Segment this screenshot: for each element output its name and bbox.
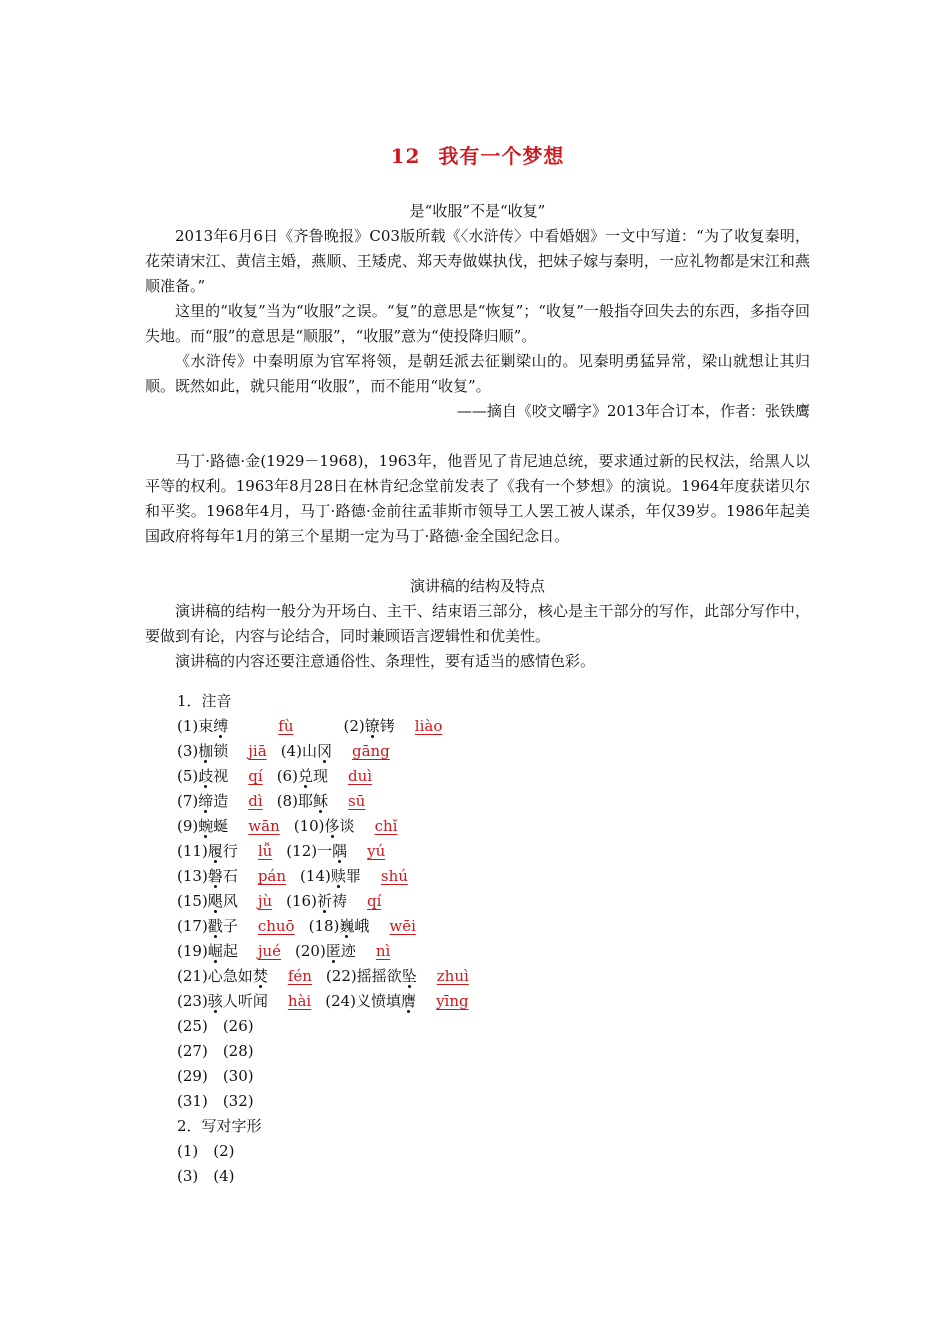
exercise-item — [177, 989, 325, 1014]
exercise-row — [177, 914, 810, 939]
item-number: (1) — [177, 717, 199, 735]
item-number: (6) — [276, 767, 298, 785]
exercise-item — [281, 739, 404, 764]
exercise-item — [325, 989, 482, 1014]
pinyin-answer: pán — [257, 867, 287, 885]
word-part: 起 — [222, 942, 238, 960]
exercise-item — [326, 964, 483, 989]
item-word — [208, 889, 238, 914]
dotted-character: 枷 — [198, 742, 214, 760]
exercise-heading: 1．注音 — [177, 692, 232, 710]
dotted-character: 缔 — [198, 792, 214, 810]
exercise-row — [177, 864, 810, 889]
word-part: 谈 — [339, 817, 355, 835]
item-number: (16) — [286, 892, 317, 910]
page-title — [145, 140, 810, 169]
dotted-character: 祈 — [316, 892, 332, 910]
pinyin-answer: shú — [380, 867, 408, 885]
exercise-item — [344, 714, 457, 739]
spacer — [145, 549, 810, 574]
word-part: 罪 — [345, 867, 361, 885]
exercise-row-blank — [177, 1089, 810, 1114]
paragraph: 演讲稿的结构一般分为开场白、主干、结束语三部分，核心是主干部分的写作，此部分写作中，要做到有论，内容与论结合，同时兼顾语言逻辑性和优美性。 — [145, 602, 810, 645]
pinyin-answer: sū — [347, 792, 366, 810]
word-part: 铐 — [379, 717, 395, 735]
dotted-character: 冈 — [316, 742, 332, 760]
exercise-row — [177, 714, 810, 739]
word-part: 现 — [312, 767, 328, 785]
exercise-item — [286, 839, 399, 864]
pinyin-answer: hài — [287, 992, 312, 1010]
item-number: (18) — [308, 917, 340, 935]
dotted-character: 隅 — [332, 842, 348, 860]
item-number: (31) — [177, 1092, 208, 1110]
paragraph: 演讲稿的内容还要注意通俗性、条理性，要有适当的感情色彩。 — [175, 652, 596, 670]
dotted-character: 崛 — [207, 942, 223, 960]
item-number: (2) — [343, 717, 365, 735]
pinyin-answer: wān — [248, 817, 280, 835]
exercise-row-blank — [177, 1014, 810, 1039]
item-number: (29) — [177, 1067, 208, 1085]
item-number: (11) — [177, 842, 208, 860]
pinyin-answer: jiā — [248, 742, 267, 760]
item-word — [198, 764, 228, 789]
paragraph: 2013年6月6日《齐鲁晚报》C03版所载《〈水浒传〉中看婚姻》一文中写道：“为了收复秦明，花荣请宋江、黄信主婚，燕顺、王矮虎、郑天寿做媒执伐，把妹子嫁与秦明，一应礼物都是宋江和燕顺准备。” — [145, 227, 810, 295]
exercise-item — [286, 889, 395, 914]
pinyin-answer: jù — [257, 892, 273, 910]
item-word — [198, 739, 228, 764]
item-number: (8) — [276, 792, 298, 810]
pinyin-answer: duì — [347, 767, 373, 785]
exercise-row — [177, 989, 810, 1014]
dotted-character: 兑 — [297, 767, 313, 785]
pinyin-answer: zhuì — [436, 967, 469, 985]
exercise-item — [309, 914, 430, 939]
word-part: 石 — [222, 867, 238, 885]
exercise-item — [177, 939, 295, 964]
item-word — [365, 714, 395, 739]
word-part: 一 — [317, 842, 333, 860]
word-part: 子 — [222, 917, 238, 935]
dotted-character: 巍 — [339, 917, 355, 935]
word-part: 义愤填 — [356, 992, 402, 1010]
pinyin-answer: gāng — [351, 742, 390, 760]
item-number: (12) — [286, 842, 318, 860]
section-heading: 演讲稿的结构及特点 — [409, 577, 545, 595]
exercise-row-blank — [177, 1139, 810, 1164]
word-part: 造 — [213, 792, 229, 810]
dotted-character: 匿 — [325, 942, 341, 960]
item-number: (3) — [177, 742, 199, 760]
item-word — [208, 964, 268, 989]
item-word — [298, 789, 328, 814]
spacer — [145, 424, 810, 449]
item-number: (15) — [177, 892, 208, 910]
pinyin-answer: lǚ — [257, 842, 273, 860]
pinyin-answer: nì — [375, 942, 391, 960]
exercise-item — [177, 889, 286, 914]
pinyin-answer: chuō — [257, 917, 295, 935]
item-number: (21) — [177, 967, 208, 985]
word-part: 心急如 — [207, 967, 253, 985]
dotted-character: 戳 — [207, 917, 223, 935]
item-word — [356, 989, 416, 1014]
item-word — [208, 839, 238, 864]
exercise-item — [177, 814, 294, 839]
pinyin-answer: qí — [248, 767, 263, 785]
dotted-character: 歧 — [198, 767, 214, 785]
item-number: (23) — [177, 992, 208, 1010]
item-number: (28) — [222, 1042, 254, 1060]
item-word — [208, 914, 238, 939]
exercise-row — [177, 964, 810, 989]
item-number: (24) — [325, 992, 357, 1010]
source-citation: ——摘自《咬文嚼字》2013年合订本，作者：张铁鹰 — [456, 402, 810, 420]
dotted-character: 膺 — [401, 992, 417, 1010]
dotted-character: 稣 — [312, 792, 328, 810]
exercise-item — [295, 939, 404, 964]
exercise-row — [177, 739, 810, 764]
pinyin-answer: liào — [414, 717, 443, 735]
dotted-character: 镣 — [364, 717, 380, 735]
word-part: 山 — [301, 742, 317, 760]
item-word — [208, 989, 268, 1014]
exercise-item — [177, 839, 286, 864]
item-word — [302, 739, 332, 764]
word-part: 人听闻 — [222, 992, 268, 1010]
word-part: 祷 — [331, 892, 347, 910]
item-number: (20) — [295, 942, 326, 960]
item-number: (13) — [177, 867, 208, 885]
item-word — [208, 939, 238, 964]
exercise-item — [177, 764, 277, 789]
exercise-row-blank — [177, 1064, 810, 1089]
item-word — [339, 914, 369, 939]
item-number: (19) — [177, 942, 208, 960]
item-number: (26) — [222, 1017, 254, 1035]
lesson-title: 我有一个梦想 — [438, 144, 565, 168]
item-word — [331, 864, 361, 889]
item-word — [317, 839, 347, 864]
lesson-number: 12 — [390, 144, 421, 168]
item-word — [357, 964, 417, 989]
item-number: (7) — [177, 792, 199, 810]
exercise-pronunciation — [177, 689, 810, 1114]
exercise-row — [177, 889, 810, 914]
exercise-item — [177, 739, 281, 764]
exercise-item — [177, 714, 344, 739]
dotted-character: 赎 — [330, 867, 346, 885]
exercise-row — [177, 789, 810, 814]
pinyin-answer: fén — [287, 967, 312, 985]
item-number: (5) — [177, 767, 199, 785]
pinyin-answer: yú — [367, 842, 386, 860]
author-bio-paragraph: 马丁·路德·金(1929－1968)，1963年，他晋见了肯尼迪总统，要求通过新的民权法，给黑人以平等的权利。1963年8月28日在林肯纪念堂前发表了《我有一个梦想》的演说。1964年度获诺贝尔和平奖。1968年4月，马丁·路德·金前往孟菲斯市领导工人罢工被人谋杀，年仅39岁。1986年起美国政府将每年1月的第三个星期一定为马丁·路德·金全国纪念日。 — [145, 452, 810, 545]
item-word — [317, 889, 347, 914]
exercise-item — [277, 789, 380, 814]
word-part: 迹 — [340, 942, 356, 960]
item-number: (9) — [177, 817, 199, 835]
word-part: 摇摇欲 — [356, 967, 402, 985]
pinyin-answer: jué — [257, 942, 282, 960]
exercise-row-blank — [177, 1039, 810, 1064]
document-page — [145, 140, 810, 1189]
exercise-item — [177, 914, 309, 939]
item-number: (25) — [177, 1017, 208, 1035]
item-word — [298, 764, 328, 789]
item-number: (22) — [325, 967, 357, 985]
item-number: (32) — [222, 1092, 254, 1110]
item-word — [198, 814, 228, 839]
word-part: 耶 — [297, 792, 313, 810]
item-number: (10) — [293, 817, 325, 835]
pinyin-answer: yīng — [436, 992, 469, 1010]
dotted-character: 履 — [207, 842, 223, 860]
dotted-character: 焚 — [252, 967, 268, 985]
pinyin-answer: qí — [366, 892, 382, 910]
item-word — [208, 864, 238, 889]
item-number: (3) — [177, 1167, 199, 1185]
dotted-character: 骇 — [207, 992, 223, 1010]
section-heading: 是“收服”不是“收复” — [409, 202, 546, 220]
item-word — [198, 714, 228, 739]
word-part: 风 — [222, 892, 238, 910]
item-word — [198, 789, 228, 814]
item-number: (17) — [177, 917, 208, 935]
item-word — [325, 814, 355, 839]
item-number: (4) — [213, 1167, 235, 1185]
word-part: 行 — [222, 842, 238, 860]
exercise-item — [177, 789, 277, 814]
item-number: (30) — [222, 1067, 254, 1085]
exercise-item — [177, 864, 300, 889]
dotted-character: 侈 — [324, 817, 340, 835]
exercise-heading: 2．写对字形 — [177, 1117, 262, 1135]
exercise-item — [277, 764, 386, 789]
exercise-row — [177, 764, 810, 789]
pinyin-answer: chǐ — [374, 817, 398, 835]
dotted-character: 缚 — [213, 717, 229, 735]
word-part: 视 — [213, 767, 229, 785]
pinyin-answer: fù — [278, 717, 294, 735]
paragraph: 《水浒传》中秦明原为官军将领，是朝廷派去征剿梁山的。见秦明勇猛异常，梁山就想让其归顺。既然如此，就只能用“收服”，而不能用“收复”。 — [145, 352, 810, 395]
item-number: (27) — [177, 1042, 208, 1060]
exercise-item — [177, 964, 326, 989]
exercise-row — [177, 939, 810, 964]
exercise-write-characters — [177, 1114, 810, 1189]
item-word — [326, 939, 356, 964]
item-number: (14) — [300, 867, 331, 885]
word-part: 峨 — [354, 917, 370, 935]
dotted-character: 坠 — [401, 967, 417, 985]
exercise-item — [300, 864, 422, 889]
word-part: 锁 — [213, 742, 229, 760]
pinyin-answer: wēi — [389, 917, 416, 935]
item-number: (4) — [280, 742, 302, 760]
item-number: (1) — [177, 1142, 199, 1160]
paragraph: 这里的“收复”当为“收服”之误。“复”的意思是“恢复”；“收复”一般指夺回失去的东西，多指夺回失地。而“服”的意思是“顺服”，“收服”意为“使投降归顺”。 — [145, 302, 810, 345]
spacer — [145, 674, 810, 689]
dotted-character: 磐 — [207, 867, 223, 885]
dotted-character: 蜿 — [198, 817, 214, 835]
exercise-row-blank — [177, 1164, 810, 1189]
dotted-character: 飓 — [207, 892, 223, 910]
exercise-item — [294, 814, 412, 839]
word-part: 蜒 — [213, 817, 229, 835]
word-part: 束 — [198, 717, 214, 735]
exercise-row — [177, 814, 810, 839]
exercise-row — [177, 839, 810, 864]
item-number: (2) — [213, 1142, 235, 1160]
pinyin-answer: dì — [248, 792, 263, 810]
